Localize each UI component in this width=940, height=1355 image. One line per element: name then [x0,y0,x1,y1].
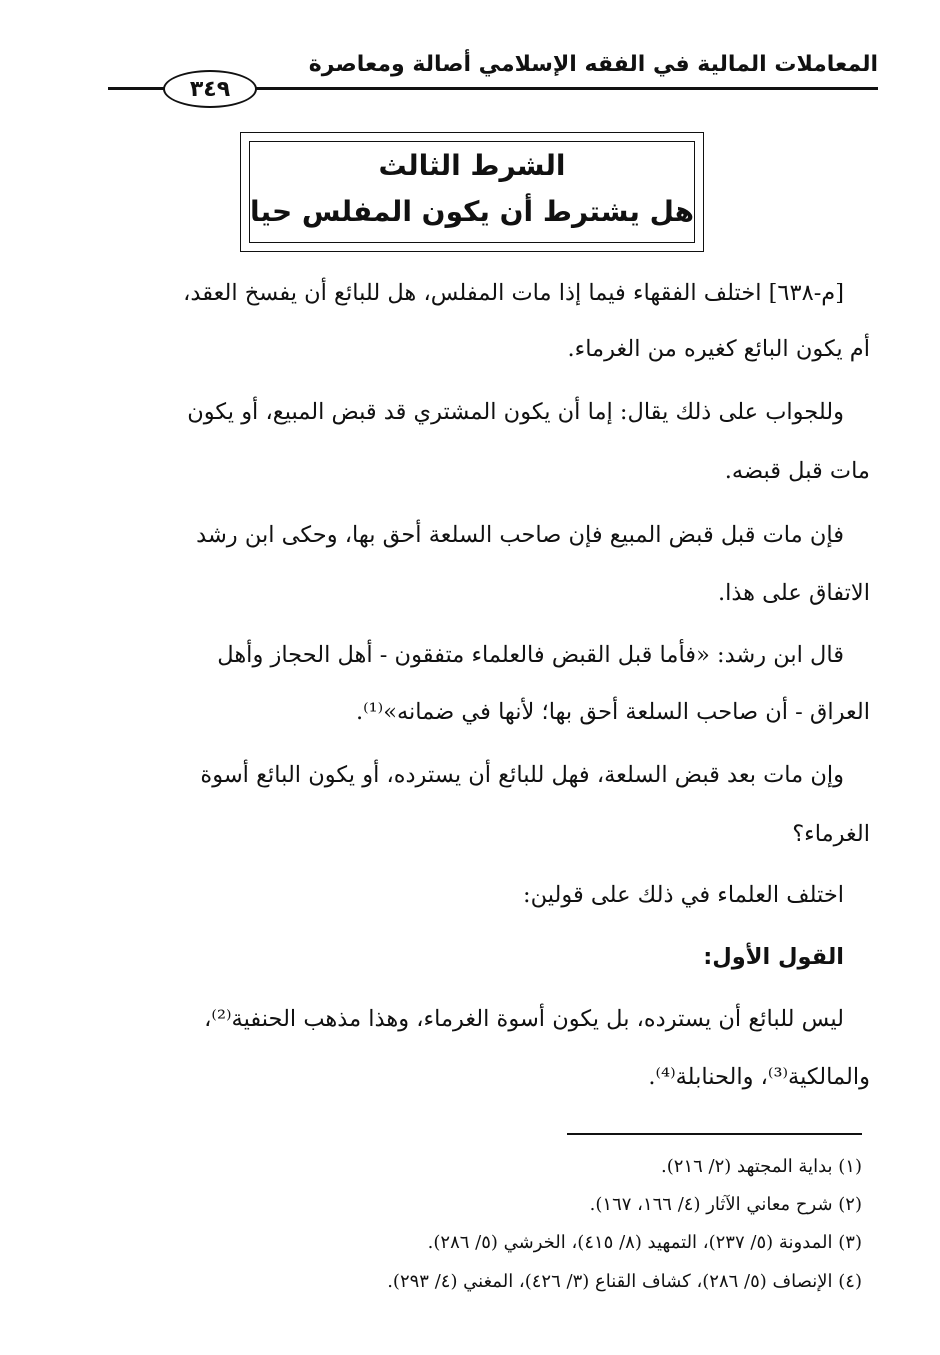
body-line-11: اختلف العلماء في ذلك على قولين: [522,882,844,908]
body-line-8: العراق - أن صاحب السلعة أحق بها؛ لأنها في ضمانه»⁽¹⁾. [355,699,870,725]
body-line-14: والمالكية⁽³⁾، والحنابلة⁽⁴⁾. [648,1064,870,1090]
running-header: المعاملات المالية في الفقه الإسلامي أصالة ومعاصرة [308,52,878,77]
page-number: ٣٤٩ [163,70,257,108]
section-title-box [240,132,704,252]
subsection-heading: القول الأول: [703,944,844,970]
footnote-3: (٣) المدونة (٥/ ٢٣٧)، التمهيد (٨/ ٤١٥)، الخرشي (٥/ ٢٨٦). [427,1232,862,1253]
section-subheading: هل يشترط أن يكون المفلس حيا [250,195,694,228]
body-line-13: ليس للبائع أن يسترده، بل يكون أسوة الغرماء، وهذا مذهب الحنفية⁽²⁾، [204,1006,844,1032]
footnote-4: (٤) الإنصاف (٥/ ٢٨٦)، كشاف القناع (٣/ ٤٢٦)، المغني (٤/ ٢٩٣). [387,1271,862,1292]
body-line-1: [م-٦٣٨] اختلف الفقهاء فيما إذا مات المفلس، هل للبائع أن يفسخ العقد، [183,280,844,306]
section-heading: الشرط الثالث [378,149,566,182]
body-line-2: أم يكون البائع كغيره من الغرماء. [567,336,870,362]
body-line-5: فإن مات قبل قبض المبيع فإن صاحب السلعة أحق بها، وحكى ابن رشد [196,522,844,548]
footnote-2: (٢) شرح معاني الآثار (٤/ ١٦٦، ١٦٧). [589,1194,862,1215]
body-line-4: مات قبل قبضه. [724,458,870,484]
footnote-separator [567,1133,862,1135]
body-line-3: وللجواب على ذلك يقال: إما أن يكون المشتري قد قبض المبيع، أو يكون [187,399,844,425]
body-line-6: الاتفاق على هذا. [717,580,870,606]
footnote-1: (١) بداية المجتهد (٢/ ٢١٦). [661,1156,862,1177]
body-line-10: الغرماء؟ [792,821,870,847]
body-line-9: وإن مات بعد قبض السلعة، فهل للبائع أن يسترده، أو يكون البائع أسوة [200,762,844,788]
body-line-7: قال ابن رشد: «فأما قبل القبض فالعلماء متفقون - أهل الحجاز وأهل [217,642,844,668]
